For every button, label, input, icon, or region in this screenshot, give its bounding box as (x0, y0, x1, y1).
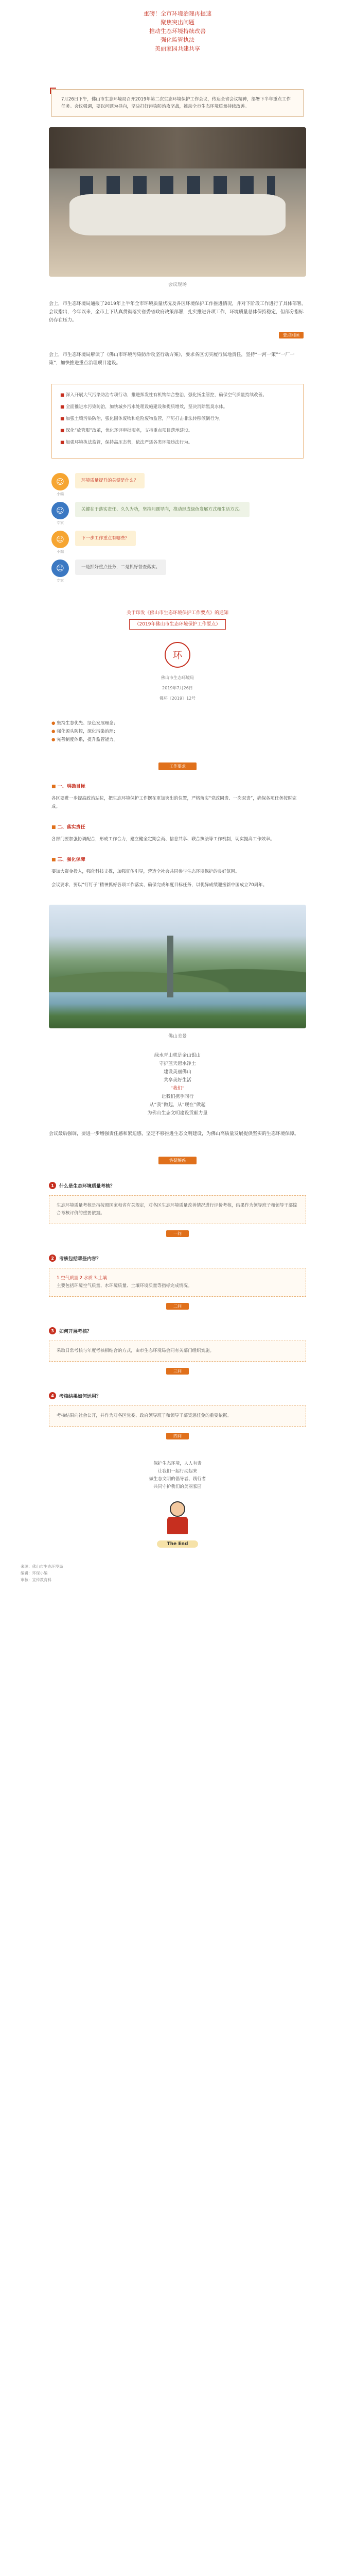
paragraph: 会上，市生态环境局通报了2019年上半年全市环境质量状况及各区环境保护工作推进情况，并对下阶段工作进行了具体部署。会议指出，今年以来，全市上下认真贯彻落实省委省政府决策部署，扎实推进各项工作，环境质量总体保持稳定，但部分指标仍存在压力。 (49, 301, 306, 323)
question-bubble: 环境质量提升的关键是什么？ (75, 473, 145, 488)
avatar-icon: ☺ (51, 531, 69, 548)
qa-item: 1 什么是生态环境质量考核？ 生态环境质量考核是指按照国家和省有关规定，对各区生态环境质量改善情况进行评价考核，结果作为领导班子和领导干部综合考核评价的重要依据。 一问 (49, 1182, 306, 1237)
document-title: 关于印发《佛山市生态环境保护工作要点》的通知 （2019年佛山市生态环境保护工作要点） (0, 609, 355, 630)
paragraph: 会议最后强调，要进一步增强责任感和紧迫感，坚定不移推进生态文明建设，为佛山高质量发展提供坚实的生态环境保障。 (49, 1131, 299, 1137)
section-tag: 答疑解惑 (158, 1157, 197, 1164)
seal-icon: 环 (165, 642, 190, 668)
avatar-icon: ☺ (51, 473, 69, 490)
task-item: ■ 全面推进水污染防治，加快城乡污水处理设施建设和提质增效，坚决消除黑臭水体。 (60, 403, 295, 411)
qa-answer: 采取日常考核与年度考核相结合的方式，由市生态环境局会同有关部门组织实施。 (49, 1341, 306, 1362)
avatar-icon: ☺ (51, 502, 69, 519)
text-block: 各部门要加强协调配合，形成工作合力，建立健全定期会商、信息共享、联合执法等工作机制，切实提高工作效率。 (51, 837, 275, 842)
task-item: ■ 加强环境执法监管，保持高压态势，依法严惩各类环境违法行为。 (60, 439, 295, 447)
section-tag: 一问 (166, 1230, 189, 1237)
section-tag: 二问 (166, 1303, 189, 1310)
section-tag: 工作要求 (158, 762, 197, 770)
qa-item: 3 如何开展考核？ 采取日常考核与年度考核相结合的方式，由市生态环境局会同有关部门组织实施。 三问 (49, 1327, 306, 1375)
qa-item: 2 考核包括哪些内容？ 1.空气质量 2.水质 3.土壤 主要包括环境空气质量、水环境质量、土壤环境质量等指标完成情况。 二问 (49, 1255, 306, 1310)
document-info: 佛山市生态环境局 2019年7月26日 佛环〔2019〕12号 (159, 675, 196, 701)
task-item: ■ 深入开展大气污染防治专项行动，推进挥发性有机物综合整治，强化扬尘管控，确保空气质量持续改善。 (60, 392, 295, 399)
answer-bubble: 一是抓好重点任务，二是抓好督查落实。 (75, 560, 166, 575)
question-bubble: 下一步工作重点有哪些？ (75, 531, 136, 546)
intro-box (51, 89, 304, 117)
list-item: ● 完善制度体系，提升监管能力。 (51, 736, 304, 744)
qa-answer: 生态环境质量考核是指按照国家和省有关规定，对各区生态环境质量改善情况进行评价考核，结果作为领导班子和领导干部综合考核评价的重要依据。 (49, 1195, 306, 1224)
list-item: ● 强化源头防控，深化污染治理； (51, 727, 304, 736)
sub-heading: ■ 三、强化保障 (51, 856, 304, 862)
task-item: ■ 深化“放管服”改革，优化环评审批服务，支持重点项目落地建设。 (60, 427, 295, 435)
intro-text: 7月26日下午，佛山市生态环境局召开2019年第二次生态环境保护工作会议，传达全省会议精神，部署下半年重点工作任务。会议强调，要以问题为导向，坚决打好污染防治攻坚战，推动全市生态环境质量持续改善。 (61, 97, 291, 109)
task-item: ■ 加强土壤污染防治，强化固体废物和危险废物监管，严厉打击非法转移倾倒行为。 (60, 415, 295, 423)
landscape-photo (49, 905, 306, 1028)
headline-group (0, 0, 355, 53)
section-tag: 要点回顾 (279, 332, 304, 338)
qa-answer: 1.空气质量 2.水质 3.土壤 主要包括环境空气质量、水环境质量、土壤环境质量等指标完成情况。 (49, 1268, 306, 1297)
slogan-poem: 绿水青山就是金山银山 守护蓝天碧水净土 建设美丽佛山 共享美好生活 “我们” 让我们携手同行 从“我”做起，从“现在”做起 为佛山生态文明建设贡献力量 (147, 1053, 208, 1116)
closing-text: 保护生态环境，人人有责 让我们一起行动起来 做生态文明的倡导者、践行者 共同守护我们的美丽家园 (149, 1461, 206, 1489)
section-tag: 三问 (166, 1368, 189, 1375)
qa-question: 考核包括哪些内容？ (59, 1256, 101, 1262)
paragraph: 会上，市生态环境局解读了《佛山市环境污染防治攻坚行动方案》，要求各区切实履行属地责任，坚持“一河一策”“一厂一策”，加快推进重点治理项目建设。 (49, 352, 295, 366)
qa-item: 4 考核结果如何运用？ 考核结果向社会公开，并作为对各区党委、政府领导班子和领导干部奖惩任免的重要依据。 四问 (49, 1392, 306, 1439)
meeting-photo (49, 127, 306, 277)
qa-question: 如何开展考核？ (59, 1329, 92, 1334)
photo-caption: 佛山美景 (168, 1034, 187, 1039)
text-block: 要加大资金投入，强化科技支撑，加强宣传引导，营造全社会共同参与生态环境保护的良好氛围。 (51, 869, 240, 874)
mascot-icon (162, 1501, 193, 1537)
qa-question: 什么是生态环境质量考核？ (59, 1183, 115, 1189)
principle-list (51, 719, 304, 744)
headline: 推动生态环境持续改善 (149, 28, 206, 35)
avatar-icon: ☺ (51, 560, 69, 577)
headline: 美丽家园共建共享 (155, 45, 200, 52)
headline: 聚焦突出问题 (161, 19, 194, 26)
headline: 重磅！全市环境治理再提速 (144, 10, 211, 17)
section-tag: 四问 (166, 1433, 189, 1439)
text-block: 会议要求，要以“钉钉子”精神抓好各项工作落实，确保完成年度目标任务，以优异成绩迎接新中国成立70周年。 (51, 883, 268, 888)
text-block: 各区要进一步提高政治站位，把生态环境保护工作摆在更加突出的位置，严格落实“党政同责、一岗双责”，确保各项任务按时完成。 (51, 796, 297, 809)
credits: 来源：佛山市生态环境局 编辑：环保小编 审核：宣传教育科 (21, 1564, 63, 1582)
sub-heading: ■ 二、落实责任 (51, 823, 304, 830)
photo-caption: 会议现场 (168, 282, 187, 287)
document-subtitle: （2019年佛山市生态环境保护工作要点） (129, 619, 226, 630)
answer-bubble: 关键在于落实责任、久久为功，坚持问题导向，推动形成绿色发展方式和生活方式。 (75, 502, 250, 517)
dialogue-callout: ☺ 小编 环境质量提升的关键是什么？ ☺ 专家 关键在于落实责任、久久为功，坚持问题导向，推动形成绿色发展方式和生活方式。 ☺ 小编 下一步工作重点有哪些？ ☺ 专家 一是抓好重点任务，二是抓好督查落实。 (51, 473, 304, 583)
task-list-frame (51, 384, 304, 459)
headline: 强化监管执法 (161, 37, 194, 43)
list-item: ● 坚持生态优先、绿色发展理念； (51, 719, 304, 727)
qa-question: 考核结果如何运用？ (59, 1394, 101, 1399)
sub-heading: ■ 一、明确目标 (51, 783, 304, 789)
the-end-badge: The End (157, 1540, 198, 1548)
qa-answer: 考核结果向社会公开，并作为对各区党委、政府领导班子和领导干部奖惩任免的重要依据。 (49, 1405, 306, 1427)
